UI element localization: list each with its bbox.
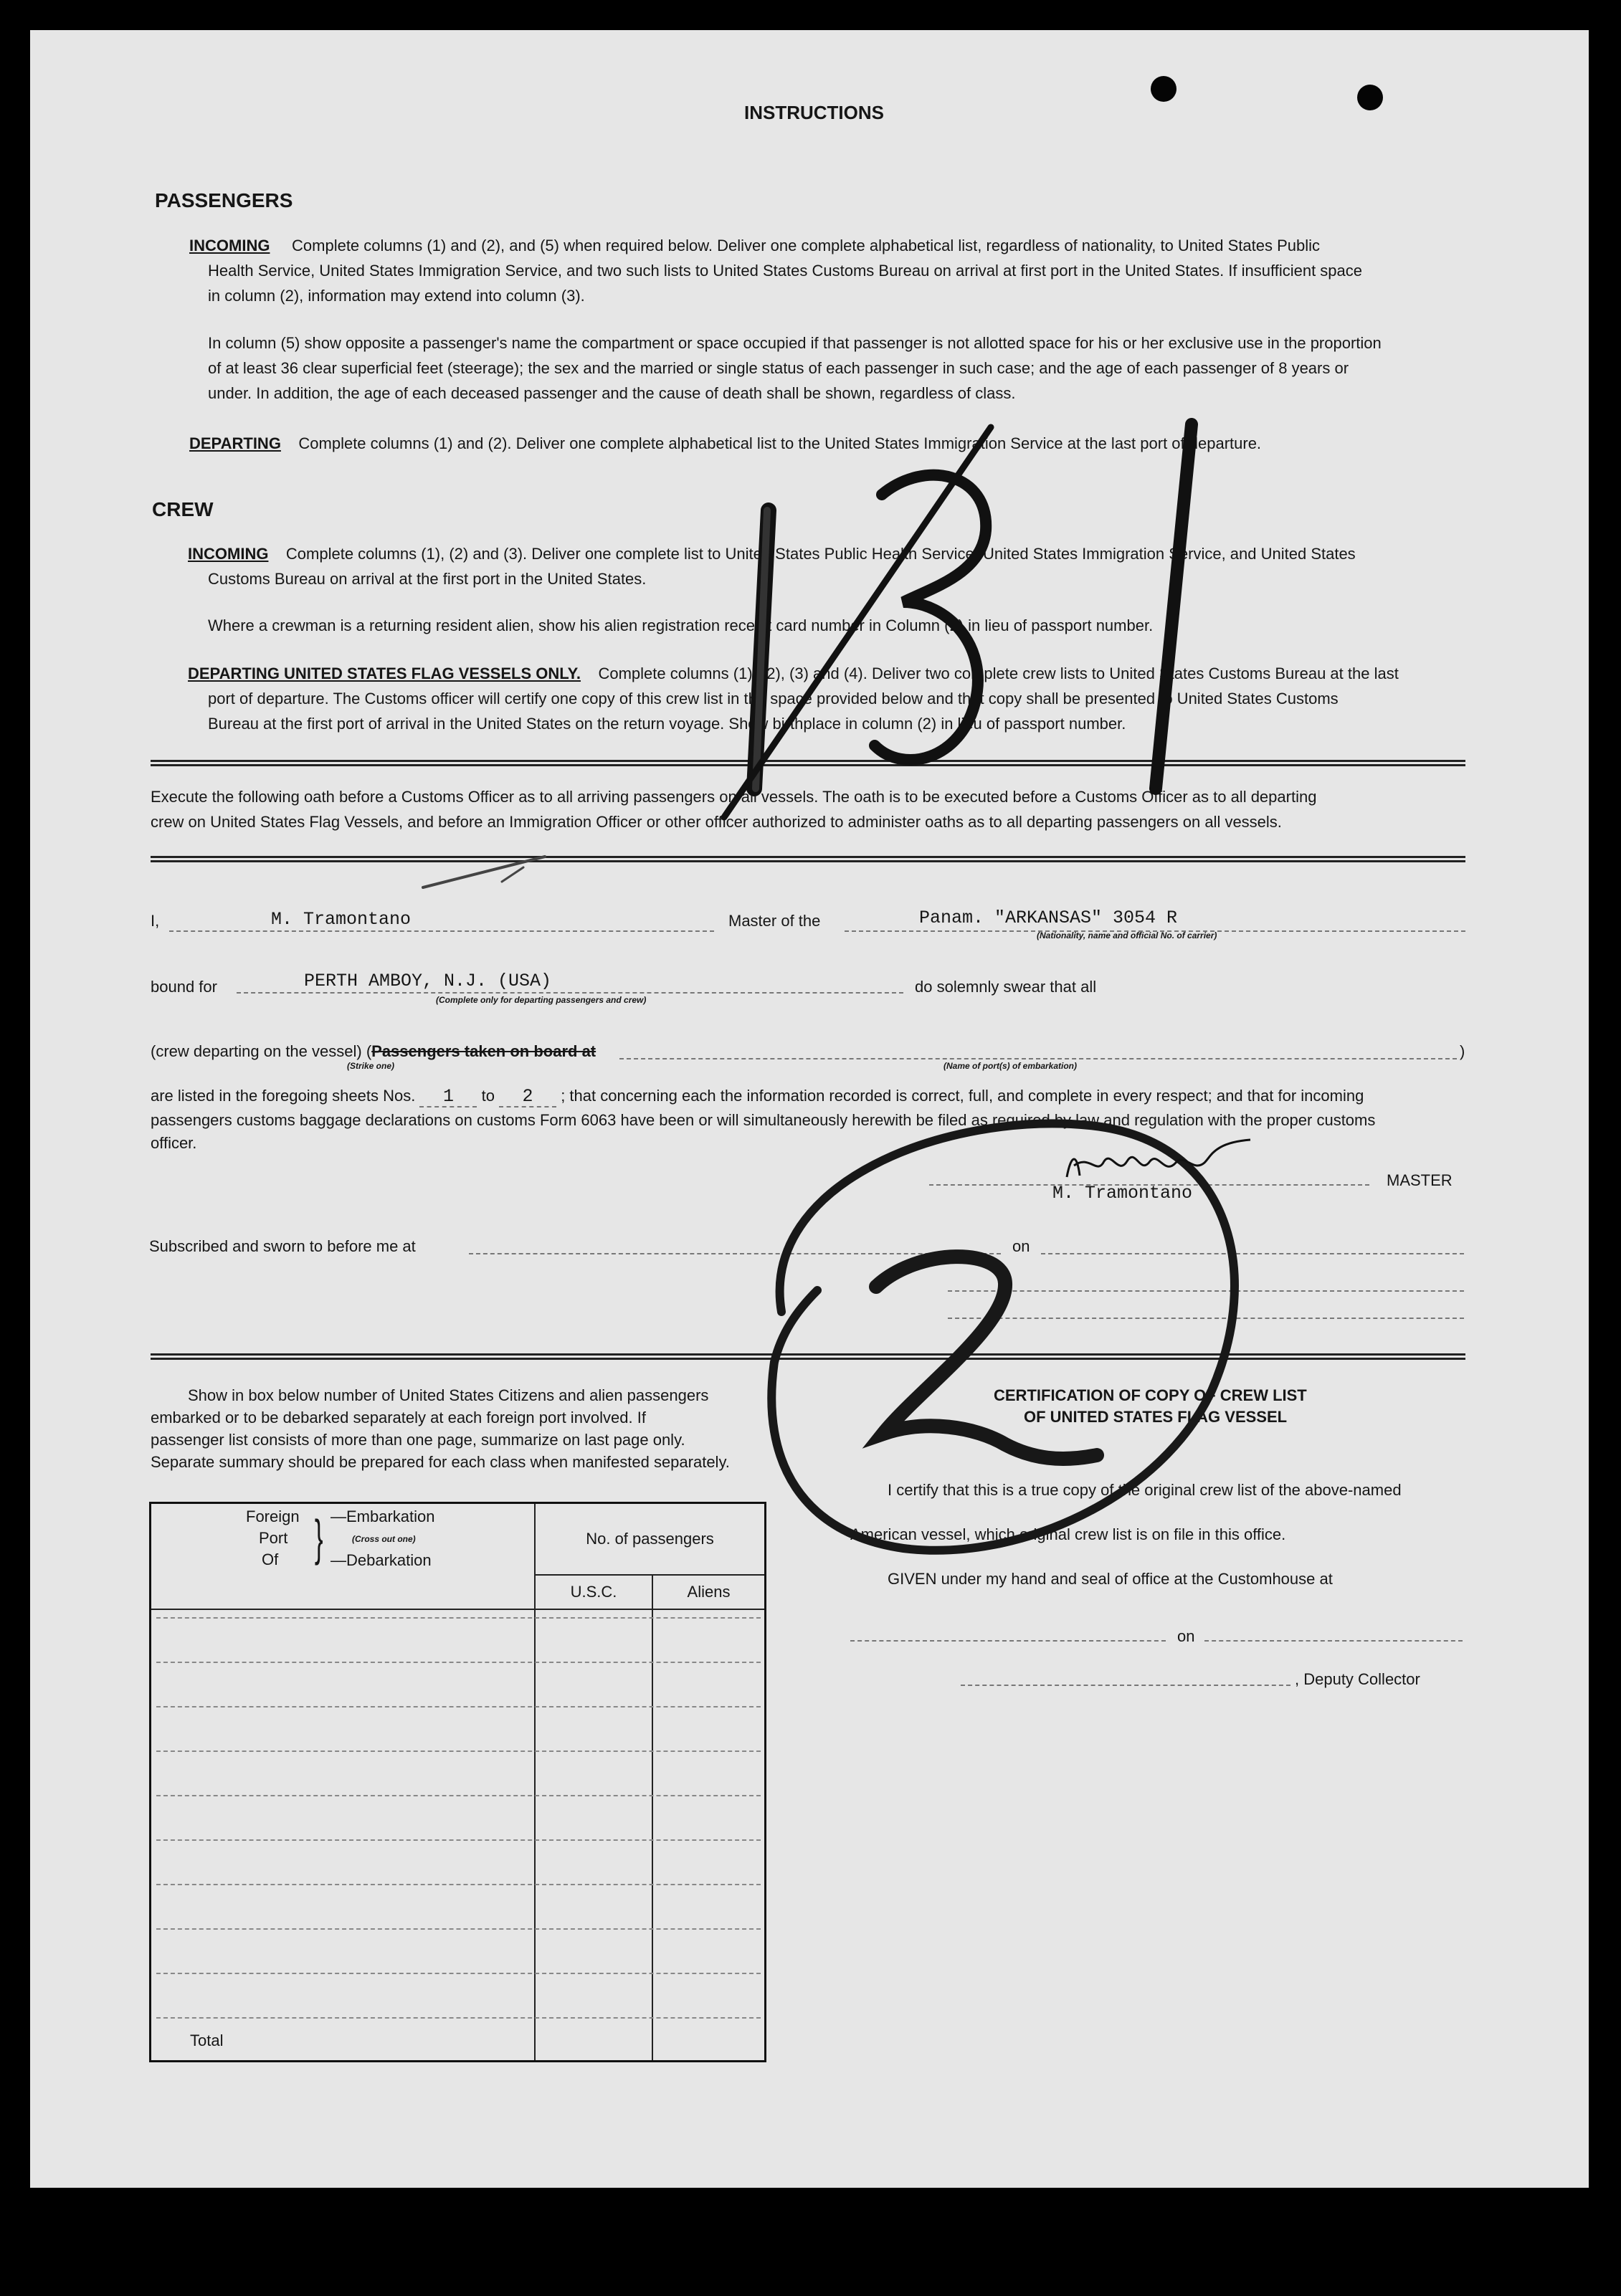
crew-heading: CREW bbox=[152, 498, 214, 520]
swear-text: do solemnly swear that all bbox=[915, 978, 1097, 996]
summary-line-3: passenger list consists of more than one page, summarize on last page only. bbox=[151, 1431, 685, 1449]
master-label: MASTER bbox=[1387, 1171, 1453, 1189]
crew-incoming-label: INCOMING bbox=[188, 545, 269, 563]
column5-line-2: of at least 36 clear superficial feet (steerage); the sex and the married or single status of each passenger in such case; and the age of each passenger of 8 years or bbox=[208, 359, 1349, 377]
passengers-incoming-line-2: Health Service, United States Immigration Service, and two such lists to United States Customs Bureau on arrival at first port in the United States. If insufficient space bbox=[208, 262, 1363, 280]
crew-incoming-line-2: Customs Bureau on arrival at the first port in the United States. bbox=[208, 570, 647, 588]
certification-line-1: I certify that this is a true copy of the original crew list of the above-named bbox=[888, 1481, 1402, 1499]
flag-vessels-text-1: Complete columns (1), (2), (3) and (4). Deliver two complete crew lists to United States Customs Bureau at the last bbox=[598, 664, 1399, 682]
subscribed-label: Subscribed and sworn to before me at bbox=[149, 1237, 416, 1255]
summary-line-4: Separate summary should be prepared for each class when manifested separately. bbox=[151, 1453, 730, 1471]
foreign-label: Foreign bbox=[246, 1507, 300, 1525]
oath-line-2: passengers customs baggage declarations on customs Form 6063 have been or will simultaneously herewith be filed as required by law and regulation with the proper customs bbox=[151, 1111, 1376, 1129]
flag-vessels-label: DEPARTING UNITED STATES FLAG VESSELS ONLY. bbox=[188, 664, 581, 682]
signature-typed-name: M. Tramontano bbox=[1052, 1183, 1193, 1204]
passengers-incoming-label: INCOMING bbox=[189, 237, 270, 254]
column5-line-1: In column (5) show opposite a passenger's name the compartment or space occupied if that passenger is not allotted space for his or her exclusive use in the proportion bbox=[208, 334, 1382, 352]
circled-2-mark bbox=[771, 1123, 1235, 1550]
aliens-header: Aliens bbox=[652, 1575, 766, 1609]
deputy-collector-label: , Deputy Collector bbox=[1295, 1670, 1420, 1688]
port-note: (Name of port(s) of embarkation) bbox=[943, 1061, 1078, 1071]
certification-on-label: on bbox=[1177, 1627, 1195, 1645]
master-of-label: Master of the bbox=[728, 912, 821, 930]
of-label: Of bbox=[262, 1550, 279, 1568]
oath-instruction-line-2: crew on United States Flag Vessels, and before an Immigration Officer or other officer authorized to administer oaths as to all departing passengers on all vessels. bbox=[151, 813, 1282, 831]
bound-for-label: bound for bbox=[151, 978, 217, 996]
column5-line-3: under. In addition, the age of each deceased passenger and the cause of death shall be shown, regardless of class. bbox=[208, 384, 1016, 402]
cross-out-note: (Cross out one) bbox=[352, 1534, 416, 1544]
crew-departing-label: (crew departing on the vessel) ( bbox=[151, 1042, 372, 1060]
certification-line-2: American vessel, which original crew list is on file in this office. bbox=[850, 1525, 1286, 1543]
to-label: to bbox=[481, 1087, 495, 1105]
oath-instruction-line-1: Execute the following oath before a Customs Officer as to all arriving passengers on all vessels. The oath is to be executed before a Customs Officer as to all departing bbox=[151, 788, 1317, 806]
total-label: Total bbox=[190, 2031, 224, 2049]
debarkation-option: —Debarkation bbox=[331, 1551, 432, 1569]
passengers-struck-text: Passengers taken on board at bbox=[371, 1042, 596, 1060]
passengers-incoming-text-1: Complete columns (1) and (2), and (5) when required below. Deliver one complete alphabetical list, regardless of nationality, to United States Public bbox=[292, 237, 1321, 254]
subscribed-on-label: on bbox=[1012, 1237, 1030, 1255]
passengers-departing-label: DEPARTING bbox=[189, 434, 281, 452]
strike-note: (Strike one) bbox=[347, 1061, 395, 1071]
oath-i-label: I, bbox=[151, 912, 160, 930]
certification-title-2: OF UNITED STATES FLAG VESSEL bbox=[1024, 1408, 1288, 1426]
no-passengers-header: No. of passengers bbox=[535, 1503, 766, 1575]
brace-glyph: } bbox=[314, 1510, 323, 1566]
master-name-value: M. Tramontano bbox=[271, 909, 412, 930]
port-label: Port bbox=[259, 1529, 288, 1547]
oath-line-3: officer. bbox=[151, 1134, 197, 1152]
listed-prefix: are listed in the foregoing sheets Nos. bbox=[151, 1087, 416, 1105]
resident-alien-line: Where a crewman is a returning resident alien, show his alien registration receipt card number in Column (2) in lieu of passport number. bbox=[208, 616, 1154, 634]
close-paren: ) bbox=[1460, 1042, 1465, 1060]
sheet-to-value: 2 bbox=[499, 1087, 556, 1107]
vessel-note: (Nationality, name and official No. of carrier) bbox=[1037, 930, 1217, 940]
bound-for-note: (Complete only for departing passengers and crew) bbox=[436, 995, 647, 1005]
passengers-incoming-line-3: in column (2), information may extend into column (3). bbox=[208, 287, 585, 305]
passengers-heading: PASSENGERS bbox=[155, 189, 293, 211]
certification-title-1: CERTIFICATION OF COPY OF CREW LIST bbox=[994, 1386, 1307, 1404]
listed-rest: ; that concerning each the information recorded is correct, full, and complete in every respect; and that for incoming bbox=[561, 1087, 1364, 1105]
handwritten-1-31-mark bbox=[423, 424, 1192, 887]
summary-line-2: embarked or to be debarked separately at each foreign port involved. If bbox=[151, 1409, 646, 1426]
usc-header: U.S.C. bbox=[535, 1575, 652, 1609]
certification-line-3: GIVEN under my hand and seal of office at the Customhouse at bbox=[888, 1570, 1333, 1588]
bound-for-value: PERTH AMBOY, N.J. (USA) bbox=[304, 971, 552, 991]
page-title: INSTRUCTIONS bbox=[744, 102, 884, 123]
vessel-value: Panam. "ARKANSAS" 3054 R bbox=[919, 908, 1178, 928]
summary-line-1: Show in box below number of United States Citizens and alien passengers bbox=[188, 1386, 709, 1404]
sheet-from-value: 1 bbox=[419, 1087, 477, 1107]
flag-vessels-line-3: Bureau at the first port of arrival in the United States on the return voyage. Show birthplace in column (2) in lieu of passport number. bbox=[208, 715, 1126, 733]
flag-vessels-line-2: port of departure. The Customs officer will certify one copy of this crew list in the space provided below and that copy shall be presented to United States Customs bbox=[208, 690, 1339, 708]
passengers-departing-text: Complete columns (1) and (2). Deliver one complete alphabetical list to the United States Immigration Service at the last port of departure. bbox=[298, 434, 1262, 452]
embarkation-option: —Embarkation bbox=[331, 1507, 435, 1525]
crew-incoming-text-1: Complete columns (1), (2) and (3). Deliver one complete list to United States Public Health Service, United States Immigration Service, and United States bbox=[285, 545, 1356, 563]
